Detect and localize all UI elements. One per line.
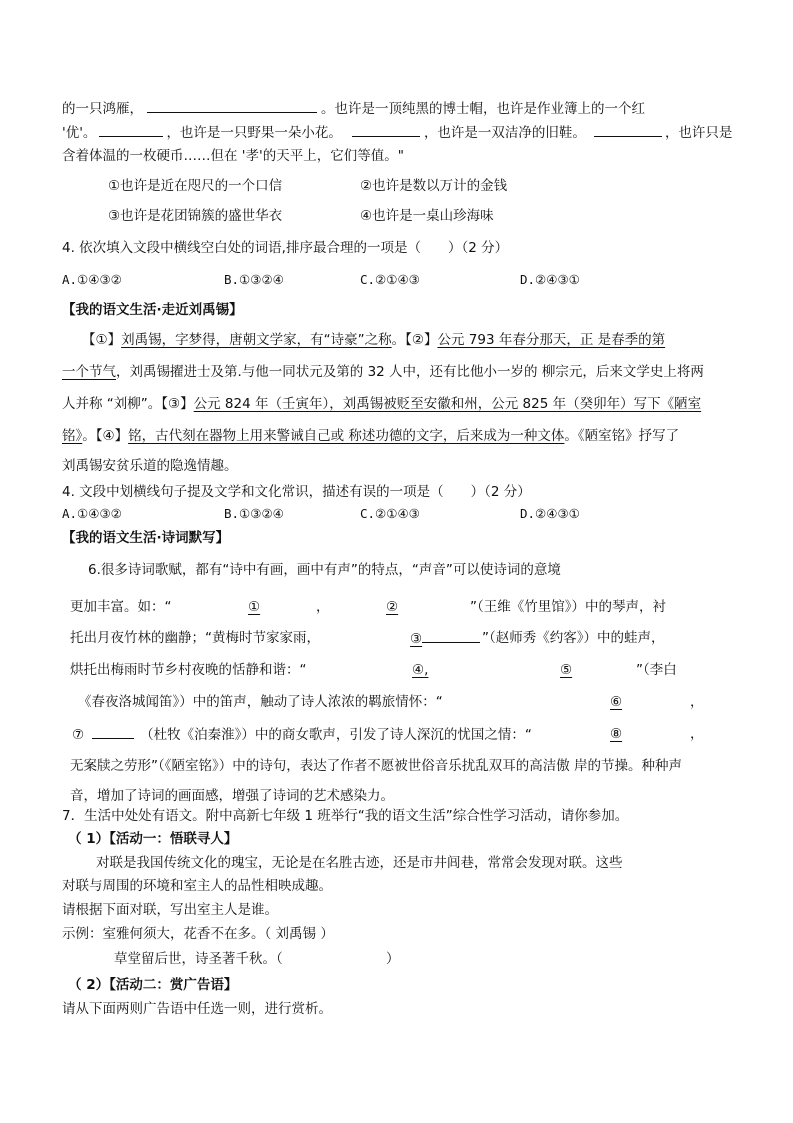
q6-text: 烘托出梅雨时节乡村夜晚的恬静和谐：“ bbox=[70, 662, 307, 678]
fill-blank bbox=[594, 122, 662, 137]
q6-text: ”（王维《竹里馆》）中的琴声，衬 bbox=[470, 599, 666, 615]
choice-b: B.①③②④ bbox=[224, 272, 284, 287]
passage-line-4 bbox=[62, 426, 679, 446]
question-4a-stem: 4. 依次填入文段中横线空白处的词语,排序最合理的一项是（ ）（2 分） bbox=[62, 240, 509, 256]
option-2: ②也许是数以万计的金钱 bbox=[360, 178, 508, 194]
blank-marker-1: ① bbox=[248, 599, 261, 615]
underlined-sentence: 公元 793 年春分那天，正 是春季的第 bbox=[437, 332, 666, 348]
marker: 【①】 bbox=[82, 332, 122, 348]
intro-text: 。也许是一顶纯黑的博士帽，也许是作业簿上的一个红 bbox=[321, 101, 645, 117]
q6-text: ”（李白 bbox=[636, 662, 677, 678]
fill-blank bbox=[147, 98, 317, 113]
choice-a: A.①④③② bbox=[62, 272, 122, 287]
q6-text: ， bbox=[690, 694, 704, 710]
activity-2-title: （ 2）【活动二：赏广告语】 bbox=[68, 977, 238, 993]
q6-text: 《春夜洛城闻笛》）中的笛声，触动了诗人浓浓的羁旅情怀：“ bbox=[78, 694, 443, 710]
passage-line-2 bbox=[62, 362, 704, 382]
option-3: ③也许是花团锦簇的盛世华衣 bbox=[108, 208, 283, 224]
q7-question: 草堂留后世，诗圣著千秋。（ bbox=[114, 951, 283, 967]
blank-marker-3: ③ bbox=[410, 631, 423, 647]
intro-line-3: 含着体温的一枚硬币……但在 '孝'的天平上，它们等值。" bbox=[62, 148, 404, 164]
section-title-liu-yuxi: 【我的语文生活·走近刘禹锡】 bbox=[62, 302, 243, 318]
option-1: ①也许是近在咫尺的一个口信 bbox=[108, 178, 283, 194]
underlined-sentence: 铭》 bbox=[62, 428, 83, 444]
q7-text: 对联是我国传统文化的瑰宝，无论是在名胜古迹，还是市井闾巷，常常会发现对联。这些 bbox=[96, 855, 623, 871]
intro-text: '优'。 bbox=[62, 125, 97, 141]
fill-blank bbox=[422, 628, 480, 643]
fill-blank bbox=[99, 122, 163, 137]
marker: 。【②】 bbox=[391, 332, 438, 348]
choice-c: C.②①④③ bbox=[360, 272, 420, 287]
q7-stem: 7．生活中处处有语文。附中高新七年级 1 班举行“我的语文生活”综合性学习活动，请你参加。 bbox=[62, 808, 629, 824]
choice-d: D.②④③① bbox=[520, 506, 580, 521]
fill-blank bbox=[352, 122, 420, 137]
choice-c: C.②①④③ bbox=[360, 506, 420, 521]
q6-line-9: 音，增加了诗词的画面感，增强了诗词的艺术感染力。 bbox=[70, 788, 394, 804]
q6-text: ， bbox=[316, 599, 330, 615]
q7-answer-end: ） bbox=[386, 951, 400, 967]
q7-text: 请从下面两则广告语中任选一则，进行赏析。 bbox=[62, 1001, 332, 1017]
blank-marker-8: ⑧ bbox=[610, 726, 623, 742]
q7-example: 示例：室雅何须大，花香不在多。（ 刘禹锡 ） bbox=[62, 926, 334, 942]
blank-marker-4: ④, bbox=[412, 662, 429, 678]
intro-text: ，也许是一双洁净的旧鞋。 bbox=[423, 125, 586, 141]
option-4: ④也许是一桌山珍海味 bbox=[360, 208, 494, 224]
q6-line-7 bbox=[72, 724, 532, 745]
underlined-sentence: 刘禹锡，字梦得，唐朝文学家，有“诗豪”之称 bbox=[121, 332, 392, 348]
passage-text: ，刘禹锡擢进士及第.与他一同状元及第的 32 人中，还有比他小一岁的 柳宗元，后来文学史上将两 bbox=[116, 364, 704, 380]
marker: 。【④】 bbox=[82, 428, 129, 444]
blank-marker-7: ⑦ bbox=[72, 727, 85, 743]
passage-line-5: 刘禹锡安贫乐道的隐逸情趣。 bbox=[62, 458, 238, 474]
blank-3 bbox=[410, 628, 480, 649]
q6-text: 托出月夜竹林的幽静；“黄梅时节家家雨， bbox=[70, 630, 320, 646]
passage-line-1 bbox=[82, 330, 665, 350]
blank-marker-2: ② bbox=[386, 599, 399, 615]
intro-text: ，也许是一只野果一朵小花。 bbox=[166, 125, 342, 141]
underlined-sentence: 公元 824 年（壬寅年），刘禹锡被贬至安徽和州，公元 825 年（癸卯年）写下《陋室 bbox=[193, 396, 702, 412]
q7-text: 请根据下面对联，写出室主人是谁。 bbox=[62, 902, 278, 918]
q6-text: （杜牧《泊秦淮》）中的商女歌声，引发了诗人深沉的忧国之情：“ bbox=[140, 727, 532, 743]
underlined-sentence: 一个节气 bbox=[62, 364, 116, 380]
passage-line-3 bbox=[62, 394, 701, 414]
q6-text: 更加丰富。如：“ bbox=[70, 599, 172, 615]
blank-marker-5: ⑤ bbox=[560, 662, 573, 678]
passage-text: 。《陋室铭》抒写了 bbox=[564, 428, 680, 444]
intro-text: ，也许只是 bbox=[664, 125, 733, 141]
marker: 。【③】 bbox=[147, 396, 194, 412]
intro-line-1 bbox=[62, 98, 645, 119]
q6-line-1: 6.很多诗词歌赋，都有“诗中有画，画中有声”的特点，“声音”可以使诗词的意境 bbox=[88, 562, 561, 578]
choice-d: D.②④③① bbox=[520, 272, 580, 287]
q6-line-8: 无案牍之劳形”（《陋室铭》）中的诗句，表达了作者不愿被世俗音乐扰乱双耳的高洁傲 岸的节操。种种声 bbox=[70, 758, 683, 774]
fill-blank bbox=[92, 724, 134, 739]
underlined-sentence: 铭，古代刻在器物上用来警诫自己或 称述功德的文字，后来成为一种文体 bbox=[128, 428, 565, 444]
passage-text: 人并称 “刘柳” bbox=[62, 396, 148, 412]
q6-text: ”（赵师秀《约客》）中的蛙声， bbox=[482, 630, 665, 646]
section-title-poetry: 【我的语文生活·诗词默写】 bbox=[62, 530, 230, 546]
question-4b-stem: 4. 文段中划横线句子提及文学和文化常识，描述有误的一项是（ ）（2 分） bbox=[62, 484, 531, 500]
intro-line-2 bbox=[62, 122, 732, 143]
choice-b: B.①③②④ bbox=[224, 506, 284, 521]
blank-marker-6: ⑥ bbox=[610, 694, 623, 710]
q7-text: 对联与周围的环境和室主人的品性相映成趣。 bbox=[62, 878, 332, 894]
activity-1-title: （ 1）【活动一：悟联寻人】 bbox=[68, 831, 238, 847]
q6-text: ， bbox=[690, 726, 704, 742]
choice-a: A.①④③② bbox=[62, 506, 122, 521]
intro-text: 的一只鸿雁， bbox=[62, 101, 143, 117]
